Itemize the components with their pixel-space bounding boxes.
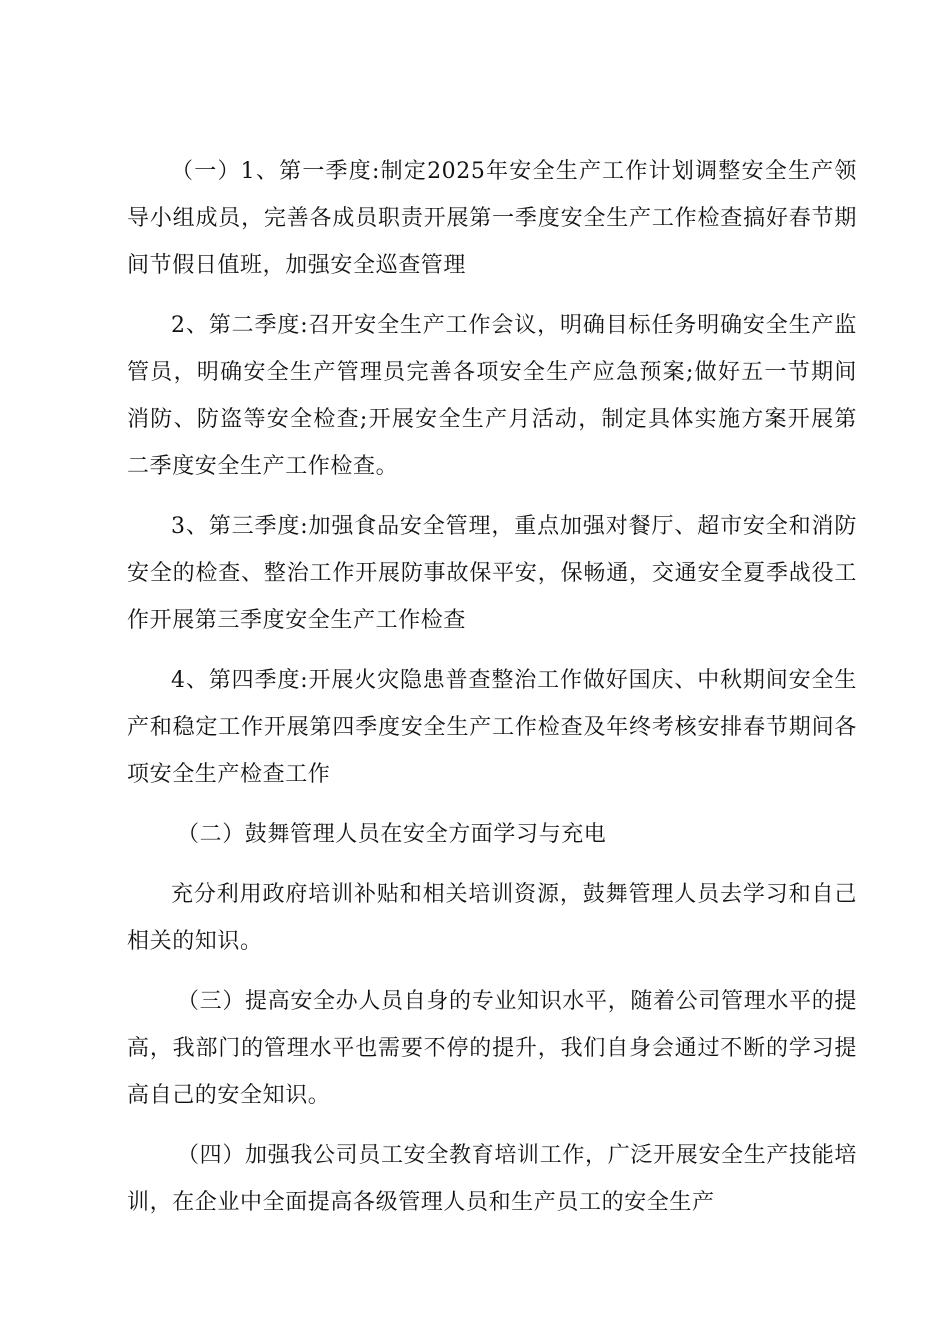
paragraph-section-4: （四）加强我公司员工安全教育培训工作，广泛开展安全生产技能培训，在企业中全面提高各级管理人员和生产员工的安全生产 <box>127 1143 857 1215</box>
paragraph-q3-plan: 3、第三季度:加强食品安全管理，重点加强对餐厅、超市安全和消防安全的检查、整治工作开展防事故保平安，保畅通，交通安全夏季战役工作开展第三季度安全生产工作检查 <box>127 514 857 633</box>
paragraph-training-resources: 充分利用政府培训补贴和相关培训资源，鼓舞管理人员去学习和自己相关的知识。 <box>127 882 857 954</box>
paragraph-q2-plan: 2、第二季度:召开安全生产工作会议，明确目标任务明确安全生产监管员，明确安全生产管理员完善各项安全生产应急预案;做好五一节期间消防、防盗等安全检查;开展安全生产月活动，制定具体实施方案开展第二季度安全生产工作检查。 <box>127 313 857 479</box>
section-heading-2: （二）鼓舞管理人员在安全方面学习与充电 <box>177 822 607 847</box>
paragraph-q1-plan: （一）1、第一季度:制定2025年安全生产工作计划调整安全生产领导小组成员，完善各成员职责开展第一季度安全生产工作检查搞好春节期间节假日值班，加强安全巡查管理 <box>127 159 857 278</box>
paragraph-section-3: （三）提高安全办人员自身的专业知识水平，随着公司管理水平的提高，我部门的管理水平也需要不停的提升，我们自身会通过不断的学习提高自己的安全知识。 <box>127 989 857 1108</box>
document-body <box>127 148 857 1239</box>
paragraph-q4-plan: 4、第四季度:开展火灾隐患普查整治工作做好国庆、中秋期间安全生产和稳定工作开展第四季度安全生产工作检查及年终考核安排春节期间各项安全生产检查工作 <box>127 668 857 787</box>
